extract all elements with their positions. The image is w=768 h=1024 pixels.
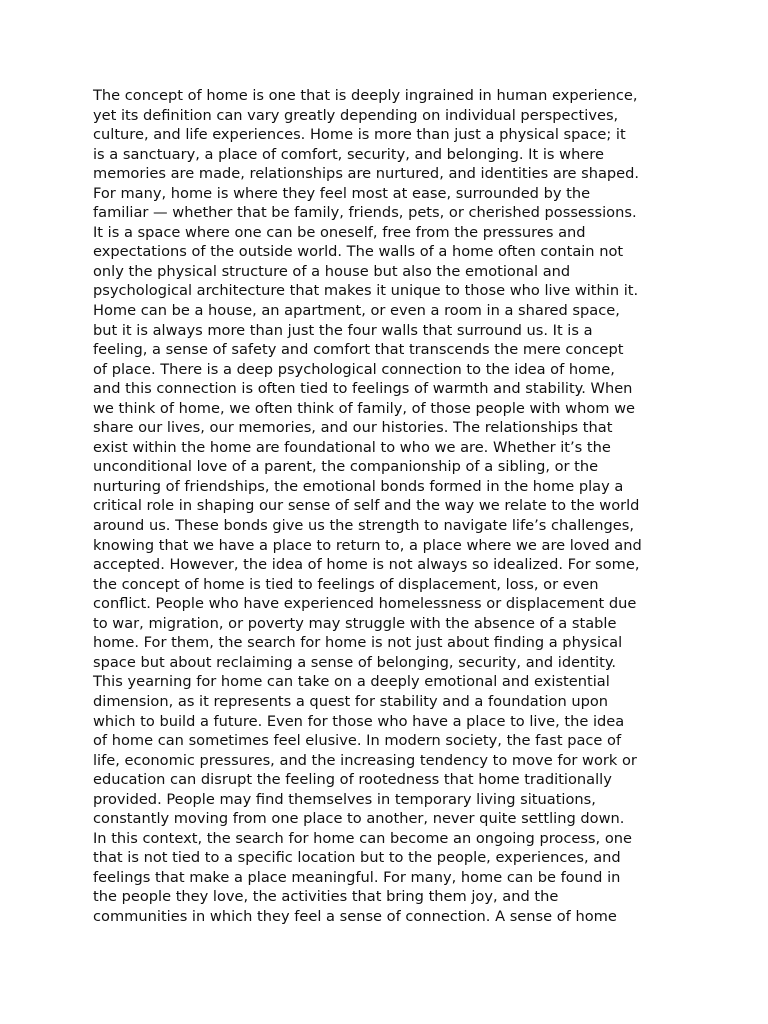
text-line: For many, home is where they feel most at ease, surrounded by the <box>93 184 591 202</box>
text-line: culture, and life experiences. Home is more than just a physical space; it <box>93 126 626 144</box>
body-paragraph <box>93 86 693 927</box>
text-line: of home can sometimes feel elusive. In modern society, the fast pace of <box>93 732 622 750</box>
text-line: the concept of home is tied to feelings of displacement, loss, or even <box>93 575 599 593</box>
text-line: feeling, a sense of safety and comfort that transcends the mere concept <box>93 341 624 359</box>
text-line: is a sanctuary, a place of comfort, security, and belonging. It is where <box>93 145 604 163</box>
text-line: space but about reclaiming a sense of belonging, security, and identity. <box>93 653 617 671</box>
text-line: accepted. However, the idea of home is not always so idealized. For some, <box>93 556 640 574</box>
text-line: knowing that we have a place to return to, a place where we are loved and <box>93 536 642 554</box>
text-line: around us. These bonds give us the strength to navigate life’s challenges, <box>93 517 635 535</box>
text-line: memories are made, relationships are nurtured, and identities are shaped. <box>93 165 640 183</box>
text-line: education can disrupt the feeling of rootedness that home traditionally <box>93 771 612 789</box>
text-line: familiar — whether that be family, friends, pets, or cherished possessions. <box>93 204 637 222</box>
text-line: critical role in shaping our sense of self and the way we relate to the world <box>93 497 640 515</box>
text-line: we think of home, we often think of family, of those people with whom we <box>93 399 636 417</box>
text-line: life, economic pressures, and the increasing tendency to move for work or <box>93 751 637 769</box>
text-line: The concept of home is one that is deeply ingrained in human experience, <box>93 87 638 104</box>
text-line: that is not tied to a specific location but to the people, experiences, and <box>93 849 621 867</box>
text-line: to war, migration, or poverty may struggle with the absence of a stable <box>93 614 617 632</box>
text-line: share our lives, our memories, and our histories. The relationships that <box>93 419 613 437</box>
text-line: the people they love, the activities that bring them joy, and the <box>93 888 559 906</box>
text-line: expectations of the outside world. The walls of a home often contain not <box>93 243 624 261</box>
text-line: provided. People may find themselves in temporary living situations, <box>93 790 596 808</box>
text-line: only the physical structure of a house but also the emotional and <box>93 262 571 280</box>
text-line: unconditional love of a parent, the companionship of a sibling, or the <box>93 458 599 476</box>
text-line: exist within the home are foundational to who we are. Whether it’s the <box>93 438 611 456</box>
text-line: feelings that make a place meaningful. For many, home can be found in <box>93 868 621 886</box>
text-line: nurturing of friendships, the emotional bonds formed in the home play a <box>93 477 624 495</box>
text-line: which to build a future. Even for those who have a place to live, the idea <box>93 712 625 730</box>
text-line: psychological architecture that makes it unique to those who live within it. <box>93 282 639 300</box>
text-line: yet its definition can vary greatly depending on individual perspectives, <box>93 106 619 124</box>
text-line: conflict. People who have experienced homelessness or displacement due <box>93 595 637 613</box>
text-line: communities in which they feel a sense of connection. A sense of home <box>93 907 617 925</box>
text-line: In this context, the search for home can become an ongoing process, one <box>93 829 632 847</box>
text-line: Home can be a house, an apartment, or even a room in a shared space, <box>93 302 620 320</box>
text-line: constantly moving from one place to another, never quite settling down. <box>93 810 625 828</box>
text-line: dimension, as it represents a quest for stability and a foundation upon <box>93 692 609 710</box>
text-line: and this connection is often tied to feelings of warmth and stability. When <box>93 380 633 398</box>
text-line: This yearning for home can take on a deeply emotional and existential <box>93 673 610 691</box>
text-line: of place. There is a deep psychological connection to the idea of home, <box>93 360 615 378</box>
text-line: home. For them, the search for home is not just about finding a physical <box>93 634 623 652</box>
text-line: but it is always more than just the four walls that surround us. It is a <box>93 321 593 339</box>
text-line: It is a space where one can be oneself, free from the pressures and <box>93 223 586 241</box>
